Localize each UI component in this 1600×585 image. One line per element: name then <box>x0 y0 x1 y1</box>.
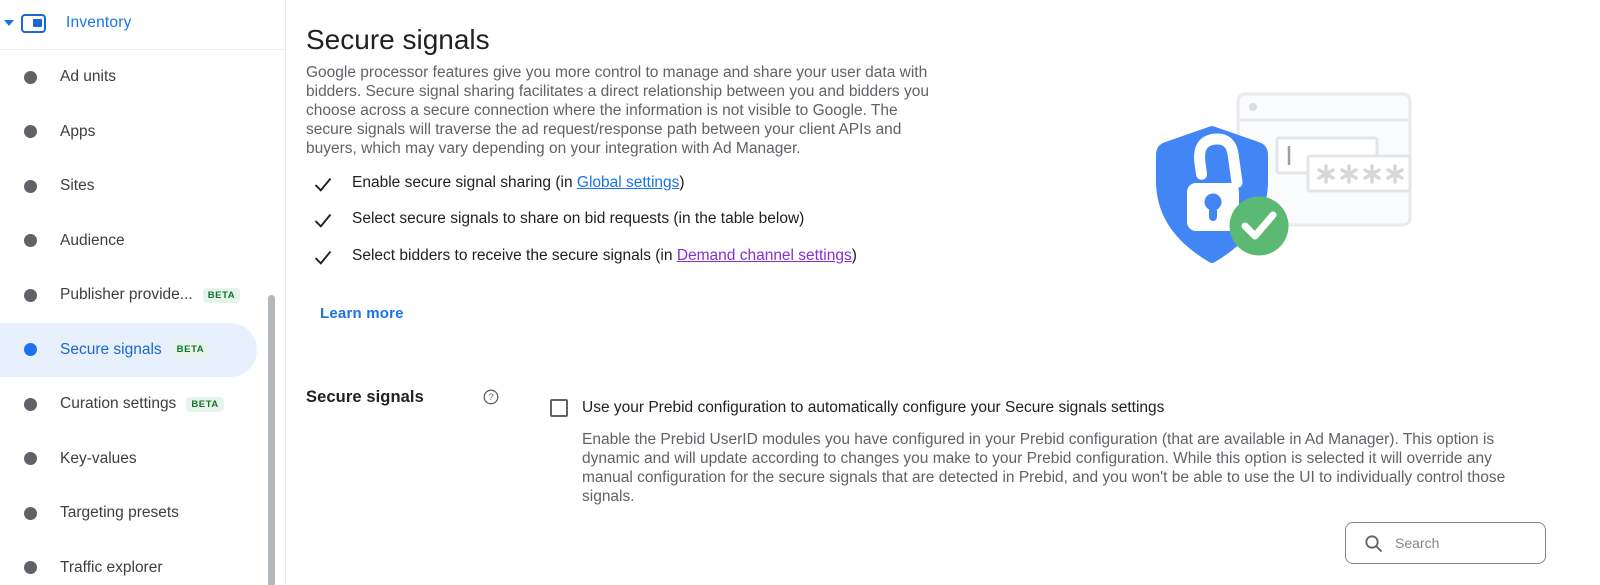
svg-text:?: ? <box>488 392 494 404</box>
help-icon[interactable] <box>483 389 499 405</box>
page-title: Secure signals <box>306 24 490 55</box>
sidebar-item-audience[interactable]: Audience <box>0 214 285 269</box>
sidebar-item-apps[interactable]: Apps <box>0 105 285 160</box>
secure-signals-illustration <box>1130 88 1420 268</box>
sidebar-item-sites[interactable]: Sites <box>0 159 285 214</box>
sidebar-item-secure-signals[interactable]: Secure signals BETA <box>0 323 257 378</box>
bullet-icon <box>24 125 37 138</box>
window-dot-icon <box>1249 103 1257 111</box>
checklist-item-select-signals: Select secure signals to share on bid requests (in the table below) <box>306 209 946 245</box>
search-box <box>1345 522 1546 564</box>
prebid-checkbox-label[interactable]: Use your Prebid configuration to automatically configure your Secure signals settings <box>582 399 1165 416</box>
sidebar-item-ad-units[interactable]: Ad units <box>0 50 285 105</box>
checklist-item-select-bidders: Select bidders to receive the secure signals (in Demand channel settings) <box>306 246 946 282</box>
bullet-icon <box>24 452 37 465</box>
sidebar-nav <box>0 50 285 585</box>
sidebar-item-key-values[interactable]: Key-values <box>0 432 285 487</box>
beta-badge: BETA <box>203 288 241 304</box>
beta-badge: BETA <box>172 342 210 358</box>
demand-channel-settings-link[interactable]: Demand channel settings <box>676 246 852 264</box>
bullet-icon <box>24 71 37 84</box>
prebid-config-checkbox[interactable] <box>550 399 568 417</box>
sidebar-section-label: Inventory <box>66 14 132 31</box>
settings-section-title: Secure signals <box>306 388 424 406</box>
sidebar-section-inventory[interactable] <box>0 8 285 38</box>
beta-badge: BETA <box>186 397 224 413</box>
bullet-icon <box>24 180 37 193</box>
bullet-icon <box>24 507 37 520</box>
bullet-icon <box>24 398 37 411</box>
sidebar <box>0 0 286 585</box>
sidebar-item-curation-settings[interactable]: Curation settings BETA <box>0 377 285 432</box>
checkmark-icon <box>313 247 333 267</box>
bullet-icon <box>24 289 37 302</box>
bullet-icon <box>24 234 37 247</box>
sidebar-item-traffic-explorer[interactable]: Traffic explorer <box>0 541 285 585</box>
inventory-icon-square <box>33 19 42 27</box>
intro-paragraph: Google processor features give you more control to manage and share your user data with bidders. Secure signal sharing facilitates a direct relationship between you and bidders you choose across a secure connection where the information is not visible to Google. The secure signals will traverse the ad request/response path between your client APIs and buyers, which may vary depending on your integration with Ad Manager. <box>306 64 929 157</box>
bullet-icon <box>24 343 37 356</box>
search-input[interactable] <box>1395 535 1535 551</box>
prebid-checkbox-description: Enable the Prebid UserID modules you have configured in your Prebid configuration (that are available in Ad Manager). This option is dynamic and will update according to changes you make to your Prebid configuration. While this option is selected it will override any manual configuration for the secure signals that are detected in Prebid, and you won't be able to use the UI to individually control those signals. <box>582 431 1506 505</box>
search-icon <box>1364 534 1383 553</box>
checkmark-icon <box>313 210 333 230</box>
collapse-caret-icon[interactable] <box>4 20 14 26</box>
settings-section <box>306 388 494 407</box>
sidebar-scrollbar-thumb[interactable] <box>268 295 275 585</box>
checklist-item-enable-sharing: Enable secure signal sharing (in Global settings) <box>306 173 946 209</box>
sidebar-item-publisher-provided[interactable]: Publisher provide... BETA <box>0 268 285 323</box>
bullet-icon <box>24 561 37 574</box>
setup-checklist <box>306 173 946 282</box>
inventory-icon <box>21 14 46 33</box>
global-settings-link[interactable]: Global settings <box>576 174 680 191</box>
learn-more-link[interactable]: Learn more <box>320 305 404 322</box>
sidebar-item-targeting-presets[interactable]: Targeting presets <box>0 486 285 541</box>
checkmark-icon <box>313 174 333 194</box>
